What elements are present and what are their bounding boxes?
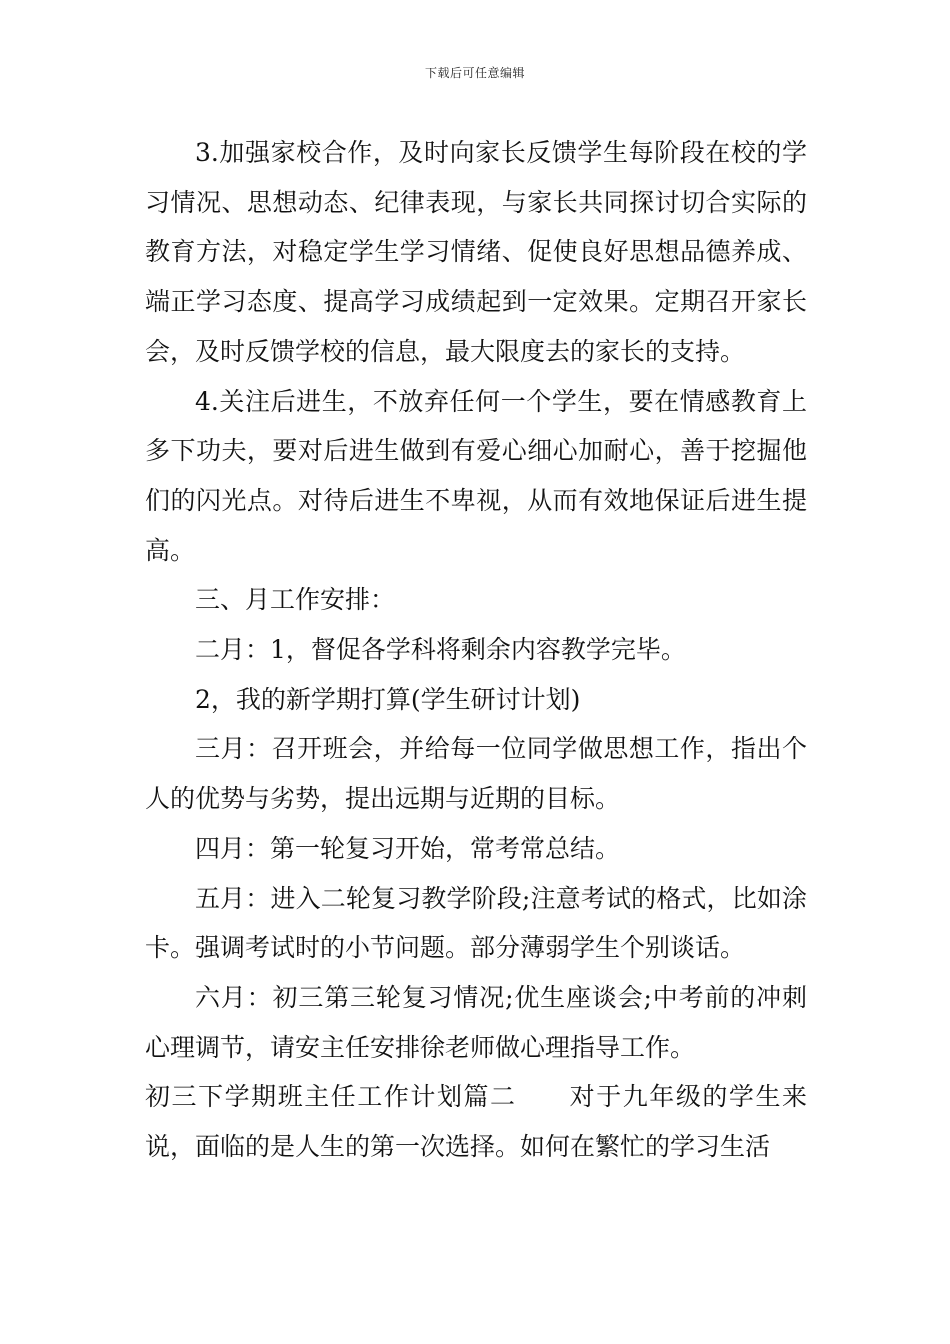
section-heading-monthly-schedule: 三、月工作安排： — [195, 585, 396, 615]
paragraph-february-item-2: 2，我的新学期打算(学生研讨计划) — [195, 684, 581, 714]
page-header: 下载后可任意编辑 — [424, 66, 525, 80]
document-body — [145, 128, 807, 1172]
paragraph-march: 三月：召开班会，并给每一位同学做思想工作，指出个人的优势与劣势，提出远期与近期的目标。 — [145, 734, 807, 814]
paragraph-home-school-cooperation: 3.加强家校合作，及时向家长反馈学生每阶段在校的学习情况、思想动态、纪律表现，与家长共同探讨切合实际的教育方法，对稳定学生学习情绪、促使良好思想品德养成、端正学习态度、提高学习成绩起到一定效果。定期召开家长会，及时反馈学校的信息，最大限度去的家长的支持。 — [145, 138, 807, 366]
paragraph-struggling-students: 4.关注后进生，不放弃任何一个学生，要在情感教育上多下功夫，要对后进生做到有爱心细心加耐心，善于挖掘他们的闪光点。对待后进生不卑视，从而有效地保证后进生提高。 — [145, 386, 807, 565]
paragraph-april: 四月：第一轮复习开始，常考常总结。 — [195, 833, 621, 863]
paragraph-plan-part-two: 初三下学期班主任工作计划篇二 对于九年级的学生来说，面临的是人生的第一次选择。如何在繁忙的学习生活 — [145, 1082, 807, 1162]
paragraph-may: 五月：进入二轮复习教学阶段;注意考试的格式，比如涂卡。强调考试时的小节问题。部分薄弱学生个别谈话。 — [145, 883, 807, 963]
paragraph-february-item-1: 二月：1，督促各学科将剩余内容教学完毕。 — [195, 635, 686, 665]
paragraph-june: 六月：初三第三轮复习情况;优生座谈会;中考前的冲刺心理调节，请安主任安排徐老师做心理指导工作。 — [145, 982, 807, 1062]
